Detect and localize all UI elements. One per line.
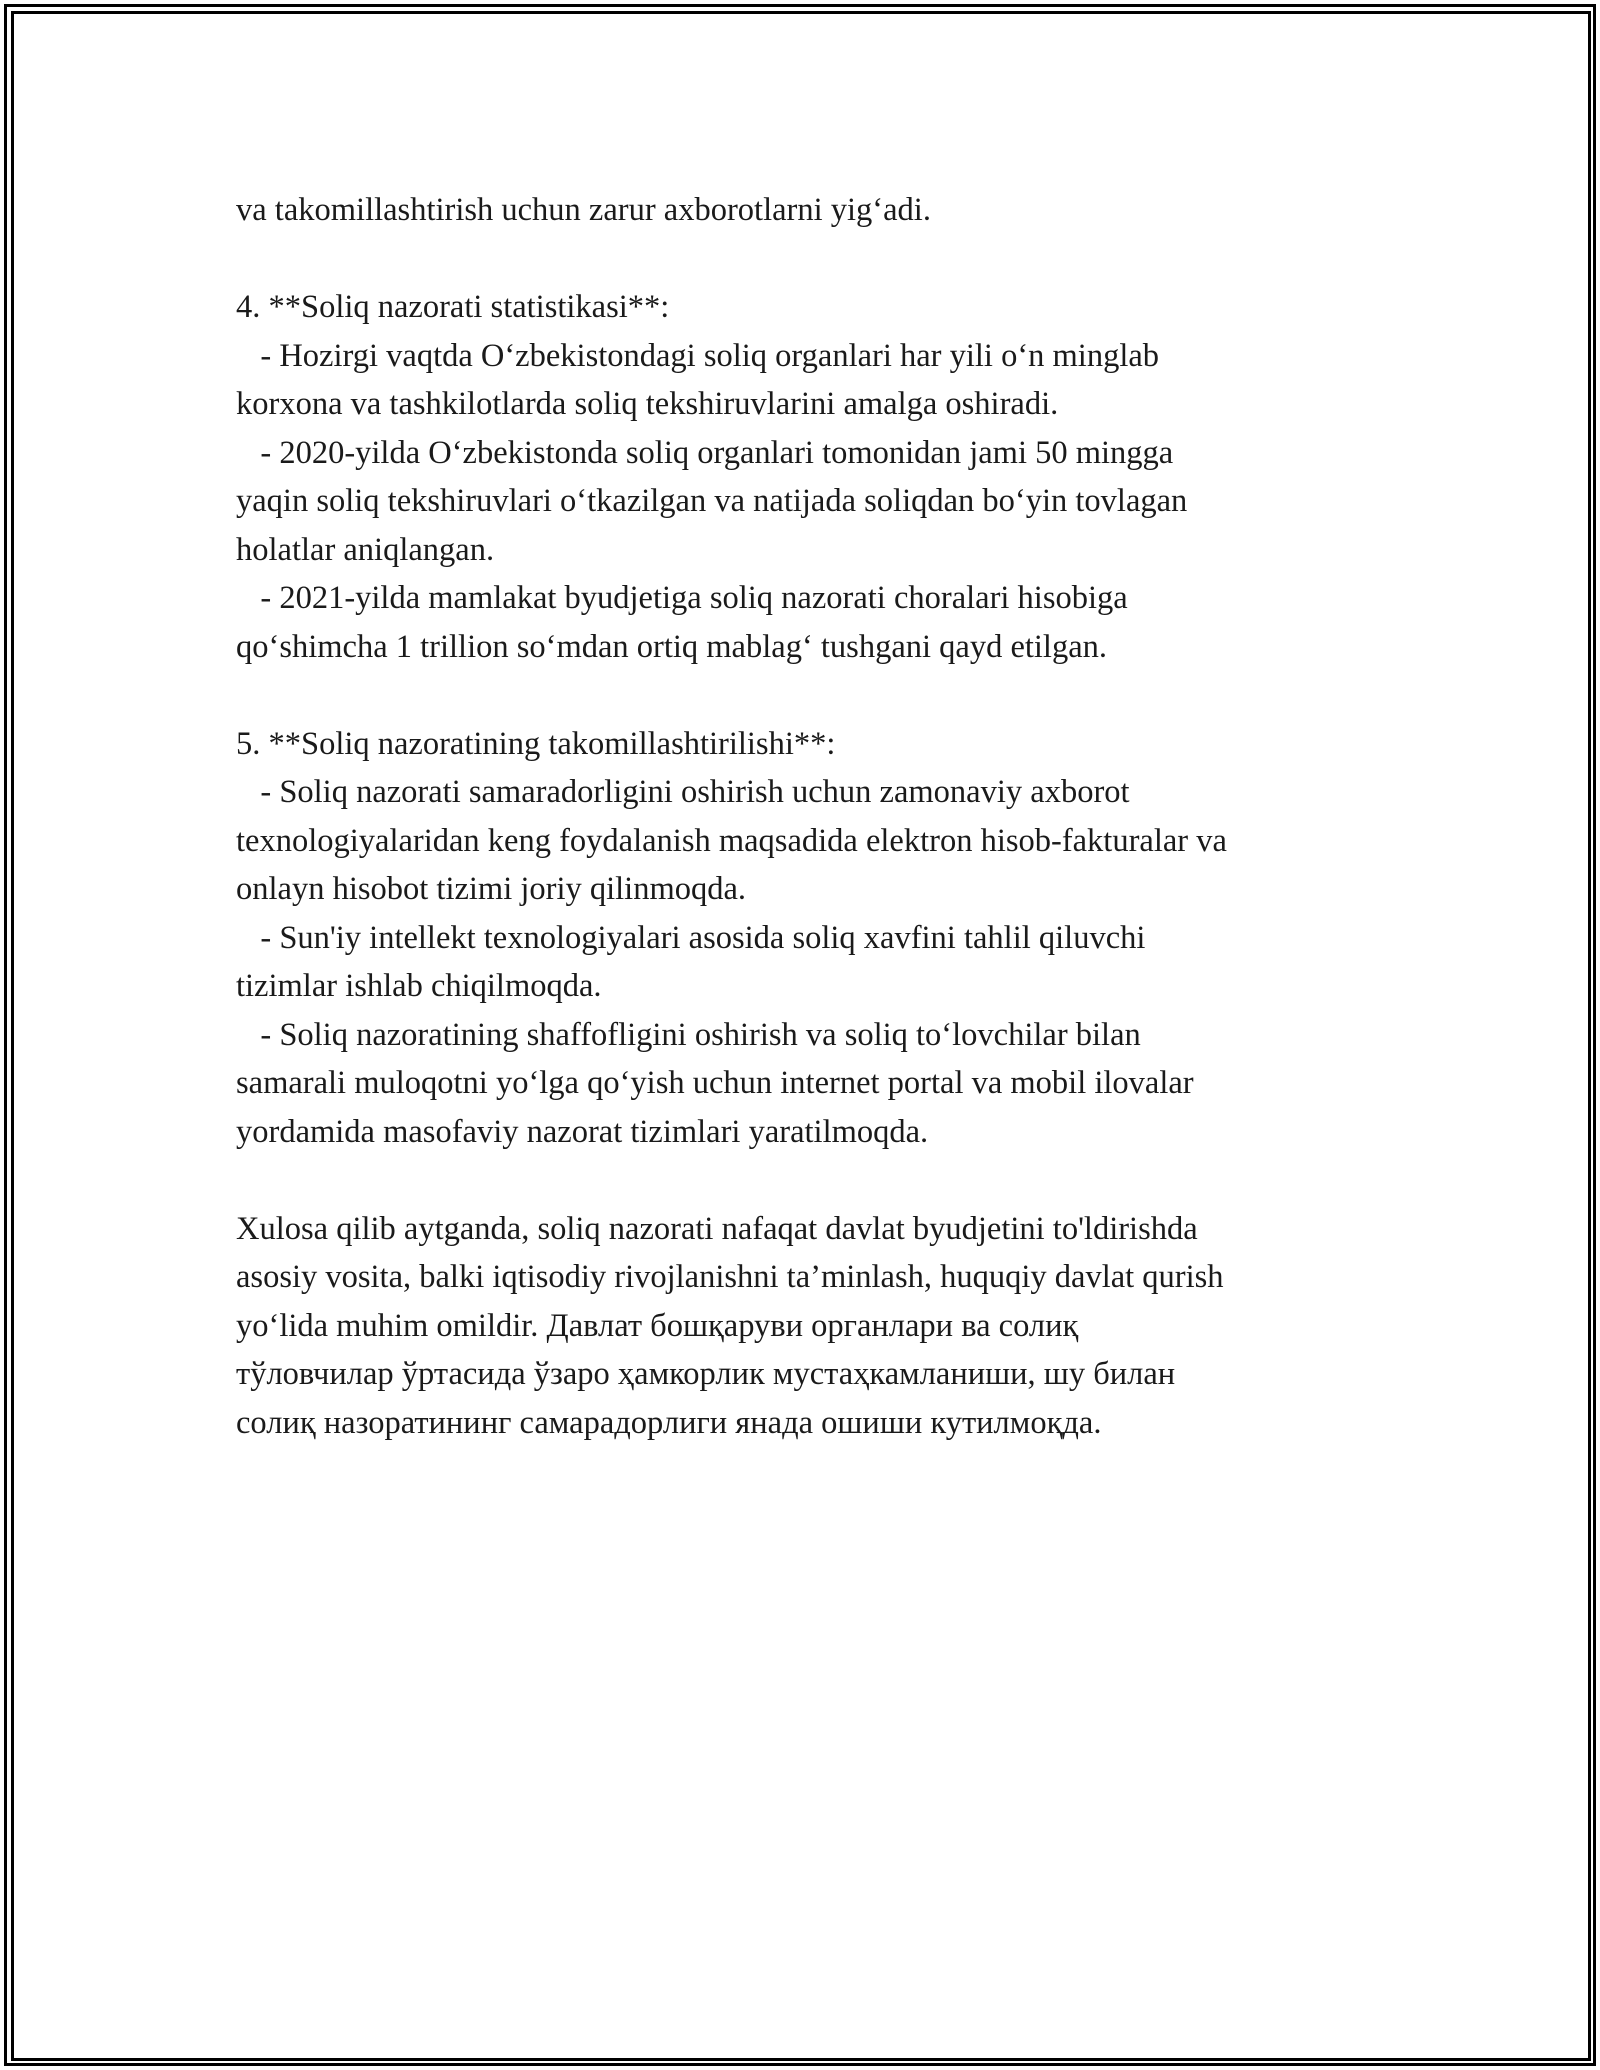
section-5-line: samarali muloqotni yo‘lga qo‘yish uchun internet portal va mobil ilovalar <box>236 1065 1194 1101</box>
conclusion-line: yo‘lida muhim omildir. Давлат бошқаруви органлари ва солиқ <box>236 1307 1079 1344</box>
conclusion-line: тўловчилар ўртасида ўзаро ҳамкорлик мустаҳкамланиши, шу билан <box>236 1356 1176 1392</box>
section-4-line: holatlar aniqlangan. <box>236 531 495 568</box>
section-4-heading: 4. **Soliq nazorati statistikasi**: <box>236 289 670 325</box>
section-5-line: tizimlar ishlab chiqilmoqda. <box>236 968 602 1004</box>
document-body <box>236 186 1376 1447</box>
section-4-line: - 2020-yilda O‘zbekistonda soliq organlari tomonidan jami 50 mingga <box>236 434 1174 471</box>
section-5-line: yordamida masofaviy nazorat tizimlari yaratilmoqda. <box>236 1113 929 1150</box>
conclusion-line: солиқ назоратининг самарадорлиги янада ошиши кутилмоқда. <box>236 1404 1102 1441</box>
intro-tail-text: va takomillashtirish uchun zarur axborotlarni yig‘adi. <box>236 192 931 228</box>
section-4-line: yaqin soliq tekshiruvlari o‘tkazilgan va natijada soliqdan bo‘yin tovlagan <box>236 483 1188 519</box>
paragraph-gap <box>236 1156 1376 1205</box>
conclusion-line: Xulosa qilib aytganda, soliq nazorati nafaqat davlat byudjetini to'ldirishda <box>236 1210 1198 1247</box>
section-5-line: texnologiyalaridan keng foydalanish maqsadida elektron hisob-fakturalar va <box>236 822 1227 859</box>
section-5-heading: 5. **Soliq nazoratining takomillashtirilishi**: <box>236 725 836 762</box>
paragraph-gap <box>236 235 1376 284</box>
section-4-line: korxona va tashkilotlarda soliq tekshiruvlarini amalga oshiradi. <box>236 386 1059 422</box>
section-4-line: - Hozirgi vaqtda O‘zbekistondagi soliq organlari har yili o‘n minglab <box>236 337 1160 374</box>
section-4-line: qo‘shimcha 1 trillion so‘mdan ortiq mablag‘ tushgani qayd etilgan. <box>236 628 1108 665</box>
section-5-line: - Sun'iy intellekt texnologiyalari asosida soliq xavfini tahlil qiluvchi <box>236 919 1146 956</box>
section-4-line: - 2021-yilda mamlakat byudjetiga soliq nazorati choralari hisobiga <box>236 580 1128 616</box>
conclusion-line: asosiy vosita, balki iqtisodiy rivojlanishni ta’minlash, huquqiy davlat qurish <box>236 1259 1224 1295</box>
section-5-line: - Soliq nazoratining shaffofligini oshirish va soliq to‘lovchilar bilan <box>236 1016 1141 1053</box>
paragraph-gap <box>236 671 1376 720</box>
section-5-line: onlayn hisobot tizimi joriy qilinmoqda. <box>236 871 747 907</box>
section-5-line: - Soliq nazorati samaradorligini oshirish uchun zamonaviy axborot <box>236 774 1130 810</box>
